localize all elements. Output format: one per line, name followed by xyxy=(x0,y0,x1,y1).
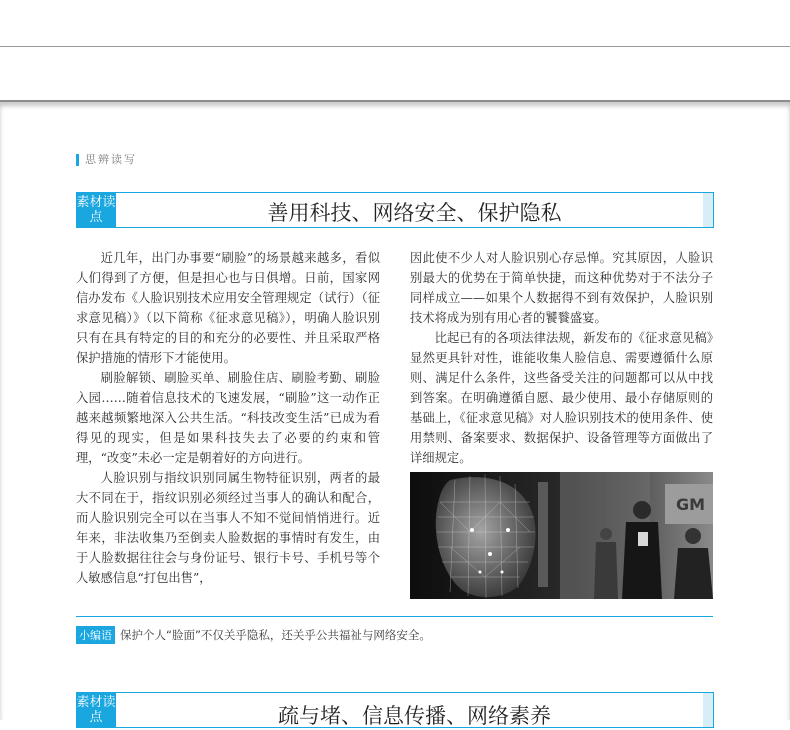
book-page xyxy=(0,100,790,728)
page-gap xyxy=(0,47,790,102)
editor-note-tag: 小编语 xyxy=(76,626,115,644)
right-column xyxy=(410,248,713,468)
paragraph-continued: 因此使不少人对人脸识别心存忌惮。究其原因，人脸识别最大的优势在于简单快捷，而这种优势对于不法分子同样成立——如果个人数据得不到有效保护，人脸识别技术将成为别有用心者的饕餮盛宴。 xyxy=(410,251,713,325)
article-title: 善用科技、网络安全、保护隐私 xyxy=(267,201,562,225)
paragraph: 人脸识别与指纹识别同属生物特征识别，两者的最大不同在于，指纹识别必须经过当事人的确认和配合，而人脸识别完全可以在当事人不知不觉间悄悄进行。近年来，非法收集乃至倒卖人脸数据的事情时有发生，由于人脸数据往往会与身份证号、银行卡号、手机号等个人敏感信息“打包出售”， xyxy=(76,471,380,585)
previous-page-edge xyxy=(0,0,790,47)
material-badge: 素材读点 xyxy=(76,692,116,728)
face-recognition-photo xyxy=(410,472,713,599)
editor-note-text: 保护个人“脸面”不仅关乎隐私，还关乎公共福祉与网络安全。 xyxy=(120,628,431,642)
paragraph: 近几年，出门办事要“刷脸”的场景越来越多，看似人们得到了方便，但是担心也与日俱增。日前，国家网信办发布《人脸识别技术应用安全管理规定（试行）（征求意见稿）》（以下简称《征求意见稿》），明确人脸识别只有在具有特定的目的和充分的必要性、并且采取严格保护措施的情形下才能使用。 xyxy=(76,251,380,365)
section-label: 思辨读写 xyxy=(76,154,137,166)
title-bar xyxy=(116,192,714,228)
editor-note xyxy=(76,626,431,644)
booth-sign: GM xyxy=(676,495,706,514)
paragraph: 刷脸解锁、刷脸买单、刷脸住店、刷脸考勤、刷脸入园……随着信息技术的飞速发展，“刷脸”这一动作正越来越频繁地深入公共生活。“科技改变生活”已成为看得见的现实，但是如果科技失去了必要的约束和管理，“改变”未必一定是朝着好的方向进行。 xyxy=(76,371,380,465)
paragraph: 比起已有的各项法律法规，新发布的《征求意见稿》显然更具针对性，谁能收集人脸信息、需要遵循什么原则、满足什么条件，这些备受关注的问题都可以从中找到答案。在明确遵循自愿、最少使用、最小存储原则的基础上，《征求意见稿》对人脸识别技术的使用条件、使用禁则、备案要求、数据保护、设备管理等方面做出了详细规定。 xyxy=(410,331,713,465)
section-divider xyxy=(76,616,713,617)
title-bar xyxy=(116,692,714,728)
photo-illustration xyxy=(410,472,713,599)
left-column xyxy=(76,248,380,588)
material-badge: 素材读点 xyxy=(76,192,116,228)
article-title: 疏与堵、信息传播、网络素养 xyxy=(278,704,551,728)
